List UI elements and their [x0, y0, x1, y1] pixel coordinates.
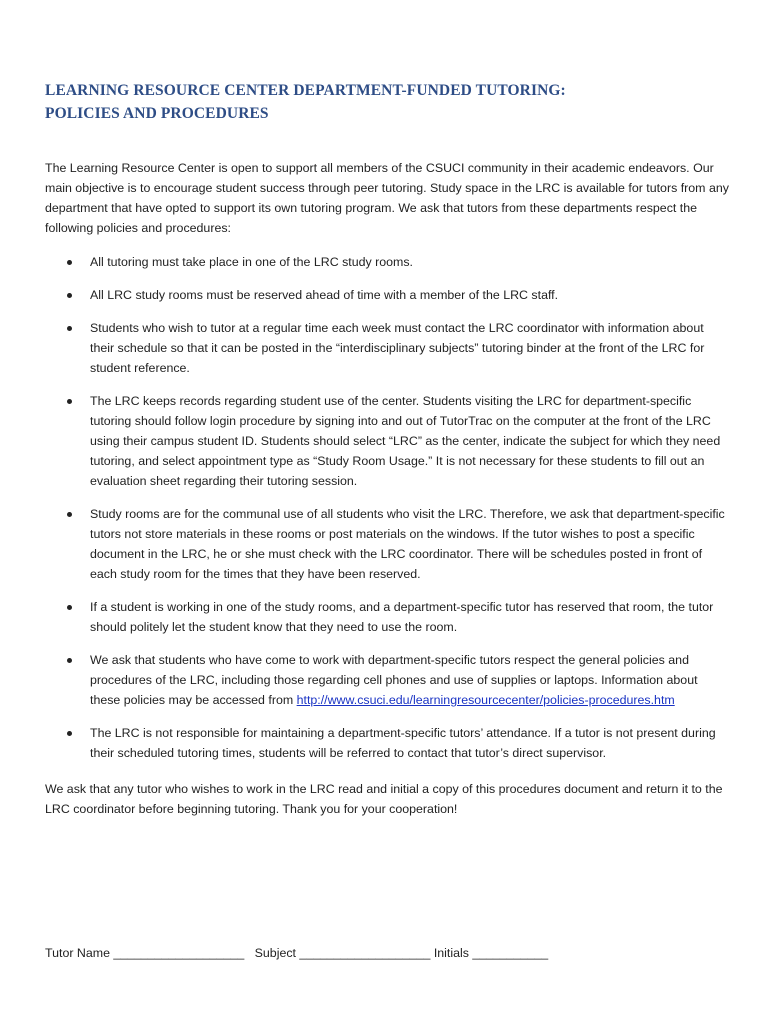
policy-text: We ask that students who have come to work with department-specific tutors respect the general policies and procedures of the LRC, including those regarding cell phones and use of supplies or laptops. Information about these policies may be accessed from [90, 653, 698, 707]
title-line-1: LEARNING RESOURCE CENTER DEPARTMENT-FUNDED TUTORING: [45, 82, 566, 99]
policy-item-2 [0, 285, 726, 305]
signature-line [45, 943, 548, 963]
policy-item-1 [0, 252, 726, 272]
intro-paragraph: The Learning Resource Center is open to support all members of the CSUCI community in their academic endeavors. Our main objective is to encourage student success through peer tutoring. Study space in the LRC is available for tutors from any department that have opted to support its own tutoring program. We ask that tutors from these departments respect the following policies and procedures: [45, 161, 729, 235]
document-title [45, 79, 735, 125]
policy-text: The LRC is not responsible for maintaining a department-specific tutors’ attendance. If a tutor is not present during their scheduled tutoring times, students will be referred to contact that tutor’s direct supervisor. [90, 726, 716, 760]
bullet-icon [67, 260, 72, 265]
initials-field[interactable]: Initials ___________ [433, 946, 549, 960]
bullet-icon [67, 326, 72, 331]
policy-item-7 [0, 650, 726, 710]
policy-item-4 [0, 391, 726, 491]
bullet-icon [67, 731, 72, 736]
bullet-icon [67, 512, 72, 517]
policy-item-5 [0, 504, 726, 584]
title-line-2: POLICIES AND PROCEDURES [45, 105, 269, 122]
tutor-name-field[interactable]: Tutor Name ___________________ [45, 946, 245, 960]
policy-text: If a student is working in one of the study rooms, and a department-specific tutor has reserved that room, the tutor should politely let the student know that they need to use the room. [90, 600, 714, 634]
policy-item-8 [0, 723, 726, 763]
policy-list [0, 252, 770, 776]
subject-field[interactable]: Subject ___________________ [254, 946, 431, 960]
policy-item-6 [0, 597, 726, 637]
policy-text: All LRC study rooms must be reserved ahead of time with a member of the LRC staff. [90, 288, 559, 302]
bullet-icon [67, 293, 72, 298]
bullet-icon [67, 399, 72, 404]
policy-text: Students who wish to tutor at a regular time each week must contact the LRC coordinator with information about their schedule so that it can be posted in the “interdisciplinary subjects” tutoring binder at the front of the LRC for student reference. [90, 321, 705, 375]
bullet-icon [67, 658, 72, 663]
policy-text: All tutoring must take place in one of the LRC study rooms. [90, 255, 414, 269]
policy-text: The LRC keeps records regarding student use of the center. Students visiting the LRC for department-specific tutoring should follow login procedure by signing into and out of TutorTrac on the computer at the front of the LRC using their campus student ID. Students should select “LRC” as the center, indicate the subject for which they need tutoring, and select appointment type as “Study Room Usage.” It is not necessary for these students to fill out an evaluation sheet regarding their tutoring session. [90, 394, 721, 488]
bullet-icon [67, 605, 72, 610]
closing-paragraph: We ask that any tutor who wishes to work in the LRC read and initial a copy of this procedures document and return it to the LRC coordinator before beginning tutoring. Thank you for your cooperation! [45, 782, 723, 816]
policy-item-3 [0, 318, 726, 378]
policy-text: Study rooms are for the communal use of all students who visit the LRC. Therefore, we ask that department-specific tutors not store materials in these rooms or post materials on the windows. If the tutor wishes to post a specific document in the LRC, he or she must check with the LRC coordinator. There will be schedules posted in front of each study room for the times that they have been reserved. [90, 507, 725, 581]
policies-link[interactable]: http://www.csuci.edu/learningresourcecenter/policies-procedures.htm [296, 693, 675, 707]
